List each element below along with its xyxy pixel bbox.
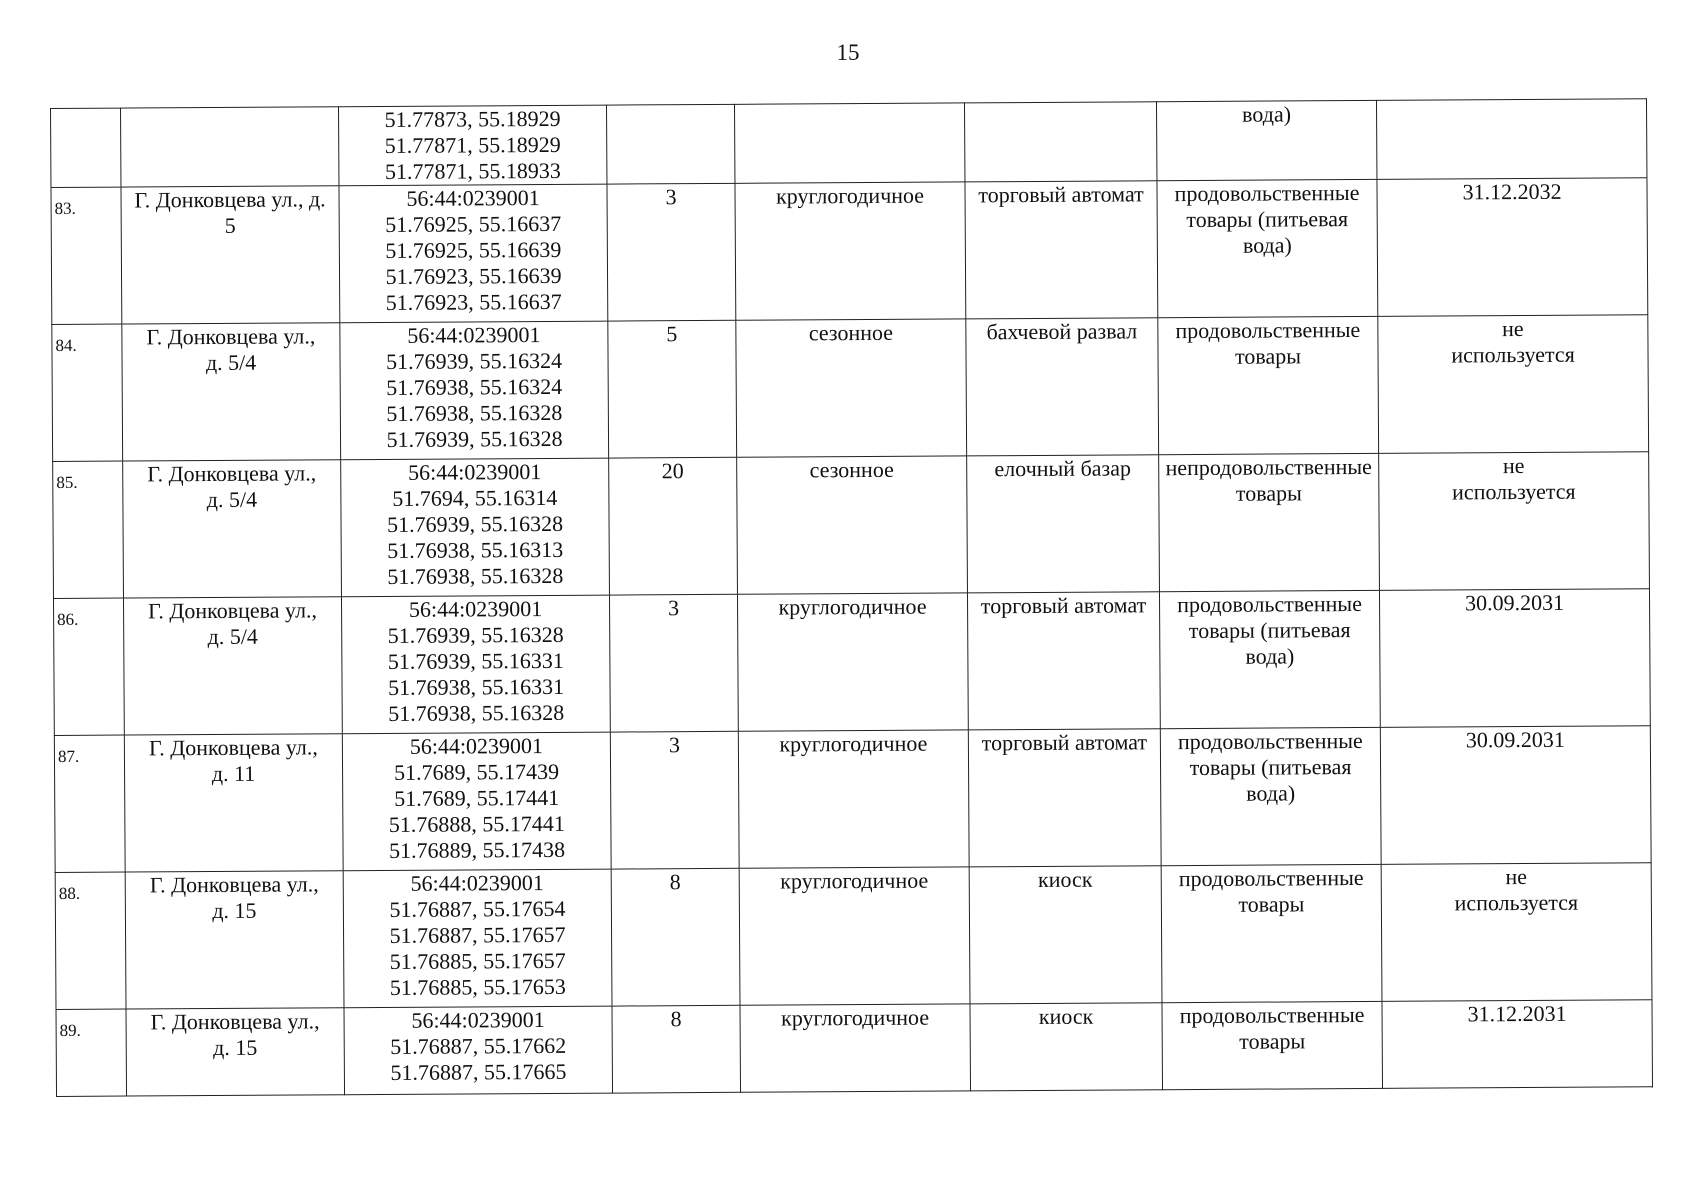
term-line: 31.12.2031 [1467,1000,1567,1027]
cell-object-type: торговый автомат [965,181,1158,319]
address-line: д. 15 [213,1034,258,1061]
cell-number: 89. [56,1009,127,1096]
cell-coordinates [338,105,606,186]
cell-area: 20 [609,457,738,595]
cell-goods [1156,100,1376,180]
cell-number: 87. [54,735,125,872]
cell-term [1379,589,1650,728]
cell-number [51,108,121,187]
cell-term [1379,452,1650,591]
coordinate-line: 51.7689, 55.17441 [394,784,560,811]
cell-object-type: бахчевой развал [966,318,1159,456]
coordinate-line: 51.76887, 55.17665 [390,1058,567,1085]
cell-coordinates [342,732,611,871]
cell-address [125,871,344,1009]
goods-line: непродовольственные [1165,453,1372,481]
goods-line: товары [1238,891,1305,917]
cell-period [734,103,964,183]
coordinate-line: 51.76887, 55.17657 [389,921,566,948]
coordinate-line: 51.77871, 55.18933 [384,157,561,184]
coordinate-line: 51.7694, 55.16314 [392,484,558,511]
cell-area: 5 [608,320,737,458]
term-line: 30.09.2031 [1464,589,1565,616]
cell-address [124,734,343,872]
cell-goods [1157,179,1378,317]
goods-line: товары [1234,343,1302,369]
goods-line: товары (питьевая [1188,617,1351,644]
coordinate-line: 51.76923, 55.16637 [385,288,562,315]
goods-line: продовольственные [1177,590,1363,618]
table-body [51,99,1653,1097]
table-row [55,863,1652,1010]
cadastral-number: 56:44:0239001 [410,869,544,896]
cell-period: сезонное [737,456,968,594]
address-line: Г. Донковцева ул., [148,597,318,624]
cell-address [121,186,340,324]
cell-address [126,1008,345,1096]
table-row [52,315,1649,462]
table-row [54,726,1651,873]
table-row [56,1000,1653,1097]
goods-line: вода) [1246,780,1296,806]
cell-area [606,104,734,184]
table-row [53,452,1650,599]
table-row [53,589,1650,736]
cell-area: 3 [609,594,738,732]
cadastral-number: 56:44:0239001 [408,596,543,622]
address-line: Г. Донковцева ул., [146,323,316,350]
cell-number: 84. [52,324,123,461]
cell-number: 85. [53,461,124,598]
cell-period: круглогодичное [738,730,969,868]
cell-term [1382,1000,1653,1089]
cell-object-type: киоск [970,1003,1163,1091]
coordinate-line: 51.7689, 55.17439 [393,758,560,785]
cell-object-type: киоск [969,866,1162,1004]
cell-coordinates [344,1006,613,1095]
address-line: д. 5/4 [205,349,257,376]
coordinate-line: 51.76923, 55.16639 [385,262,562,289]
address-line: Г. Донковцева ул., [148,734,318,761]
address-line: д. 11 [211,760,256,787]
term-line: используется [1454,889,1579,916]
coordinate-line: 51.76939, 55.16324 [385,347,563,374]
goods-line: продовольственные [1178,864,1364,892]
address-line: Г. Донковцева ул., [150,1008,320,1035]
goods-line: продовольственные [1179,1001,1365,1029]
coordinate-line: 51.76939, 55.16328 [387,621,564,648]
table-row-continuation [51,99,1647,188]
term-line: 31.12.2032 [1462,178,1562,205]
cell-term [1381,863,1652,1002]
cell-address [123,460,342,598]
cell-goods [1158,316,1379,454]
cell-period: круглогодичное [739,867,970,1005]
cell-area: 3 [610,731,739,869]
cell-area: 8 [611,868,740,1006]
goods-line: продовольственные [1177,727,1363,755]
goods-line: вода) [1242,232,1292,258]
cell-period: круглогодичное [737,593,968,731]
cadastral-number: 56:44:0239001 [409,733,544,759]
address-line: д. 5/4 [206,486,258,513]
cell-number: 88. [55,872,126,1009]
coordinate-line: 51.76887, 55.17662 [390,1032,567,1059]
coordinate-line: 51.76925, 55.16639 [385,236,562,263]
cell-coordinates [339,184,608,323]
page-number: 15 [836,40,860,65]
address-line: Г. Донковцева ул., [147,460,317,487]
cadastral-number: 56:44:0239001 [411,1006,545,1033]
term-line: используется [1452,478,1576,505]
coordinate-line: 51.77873, 55.18929 [384,105,561,132]
coordinate-line: 51.76925, 55.16637 [385,210,562,237]
goods-line: продовольственные [1175,317,1361,344]
coordinate-line: 51.76889, 55.17438 [388,836,566,863]
cell-object-type: торговый автомат [968,729,1161,867]
address-line: д. 15 [212,897,257,924]
goods-line: товары [1235,480,1302,506]
coordinate-line: 51.76888, 55.17441 [388,810,565,837]
term-line: используется [1451,341,1575,368]
cell-number: 83. [51,187,122,324]
cell-object-type [964,102,1156,182]
cell-address [121,107,339,187]
cell-coordinates [343,869,612,1008]
cell-area: 8 [612,1005,741,1093]
coordinate-line: 51.76938, 55.16328 [388,699,565,726]
cell-goods [1159,590,1380,728]
coordinate-line: 51.76887, 55.17654 [389,895,566,922]
term-line: не [1502,316,1524,342]
coordinate-line: 51.76938, 55.16331 [387,673,565,700]
cell-term [1377,178,1648,317]
cell-goods [1162,1001,1383,1089]
goods-line: вода) [1242,101,1292,127]
coordinate-line: 51.76938, 55.16328 [386,399,563,426]
address-line: 5 [224,212,236,238]
cell-term [1376,99,1646,180]
cell-term [1378,315,1649,454]
cell-address [122,323,341,461]
cell-goods [1160,727,1381,865]
cell-period: круглогодичное [740,1004,971,1092]
cadastral-number: 56:44:0239001 [406,185,540,211]
goods-line: вода) [1245,643,1295,669]
term-line: 30.09.2031 [1465,726,1565,753]
cell-area: 3 [607,183,736,321]
document-sheet [50,98,1652,1097]
address-line: Г. Донковцева ул., д. [134,186,326,213]
coordinate-line: 51.77871, 55.18929 [384,131,561,158]
cell-period: круглогодичное [735,182,966,320]
cell-term [1380,726,1651,865]
table-row [51,178,1648,325]
address-line: д. 5/4 [207,623,258,650]
cell-goods [1159,453,1380,591]
cell-object-type: торговый автомат [967,592,1160,730]
cell-goods [1161,864,1382,1002]
goods-line: товары (питьевая [1186,206,1349,233]
address-line: Г. Донковцева ул., [149,871,319,898]
cell-period: сезонное [736,319,967,457]
coordinate-line: 51.76938, 55.16328 [387,562,564,589]
term-line: не [1502,452,1525,479]
coordinate-line: 51.76938, 55.16313 [387,536,564,563]
coordinate-line: 51.76885, 55.17653 [389,973,566,1000]
cell-coordinates [340,321,609,460]
placement-table [50,98,1653,1097]
coordinate-line: 51.76939, 55.16328 [386,425,563,452]
cell-address [123,597,342,735]
coordinate-line: 51.76885, 55.17657 [389,947,566,974]
cell-object-type: елочный базар [967,455,1160,593]
coordinate-line: 51.76938, 55.16324 [386,373,563,400]
cell-coordinates [341,458,610,597]
goods-line: продовольственные [1174,180,1360,207]
goods-line: товары [1239,1028,1306,1054]
coordinate-line: 51.76939, 55.16328 [386,510,564,537]
coordinate-line: 51.76939, 55.16331 [387,647,564,674]
term-line: не [1505,863,1528,890]
cadastral-number: 56:44:0239001 [407,322,541,348]
cell-number: 86. [53,598,124,735]
goods-line: товары (питьевая [1189,754,1352,781]
cadastral-number: 56:44:0239001 [408,459,542,485]
cell-coordinates [341,595,610,734]
